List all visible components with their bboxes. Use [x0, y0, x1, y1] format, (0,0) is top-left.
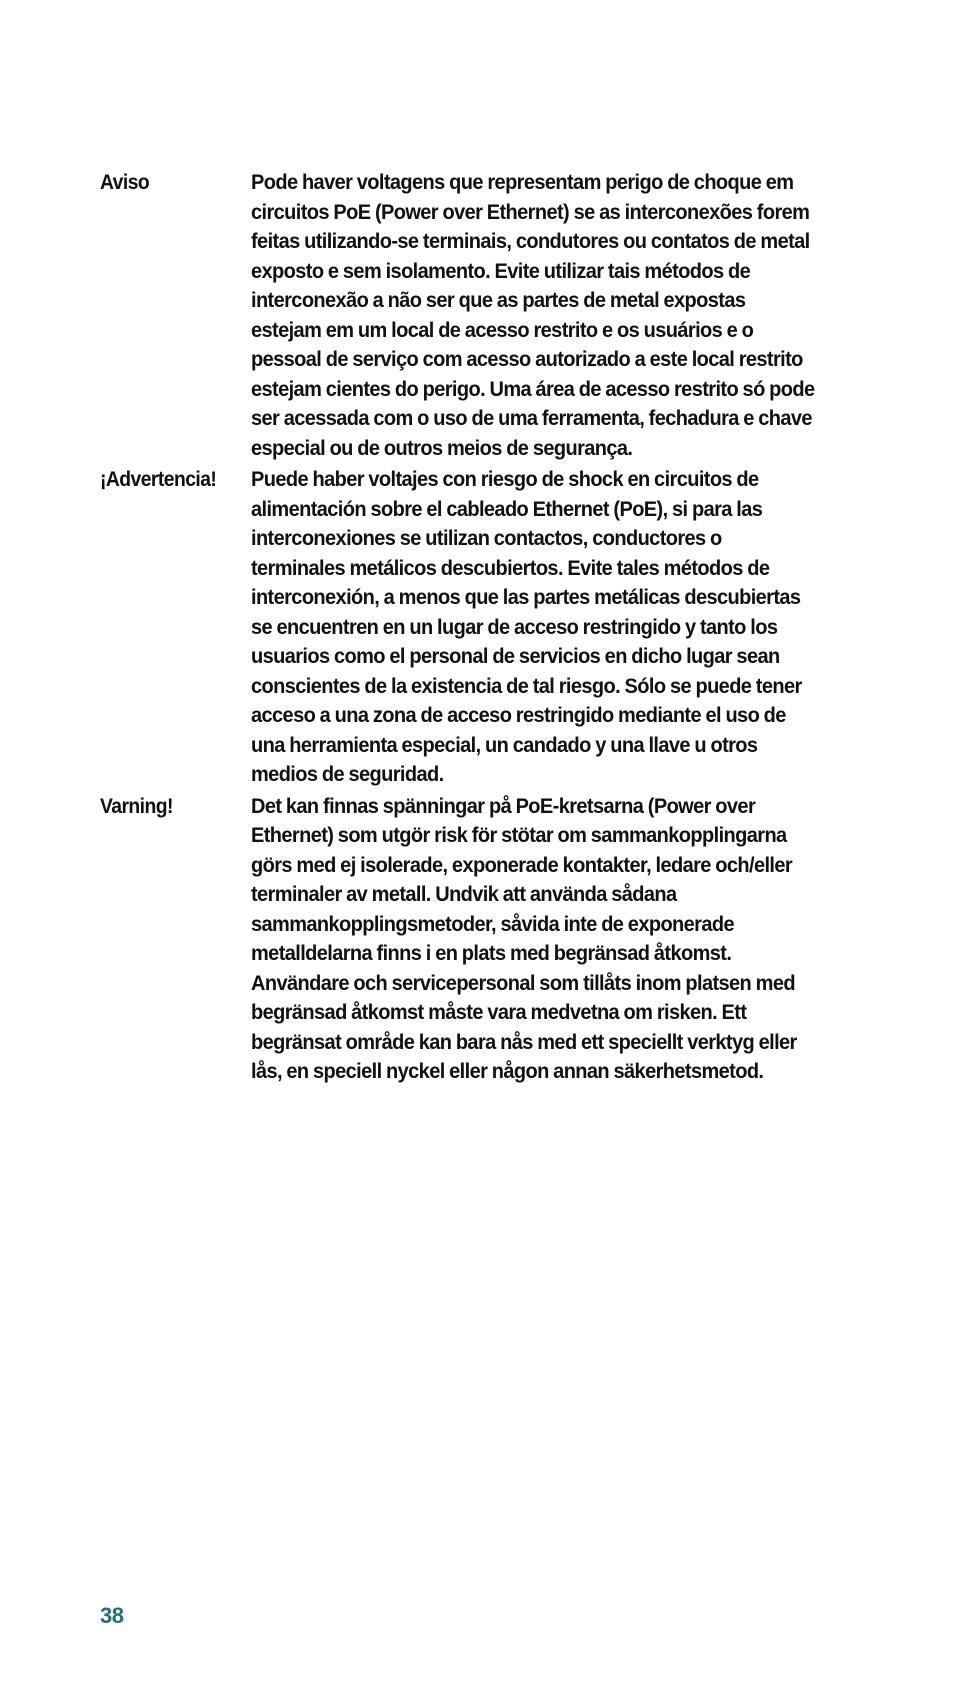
- warning-label: Aviso: [100, 171, 150, 194]
- warning-list: [100, 168, 860, 1089]
- warning-swedish: [100, 792, 860, 1087]
- warning-text: Pode haver voltagens que representam perigo de choque em circuitos PoE (Power over Ethernet) se as interconexões forem feitas utilizando-se terminais, condutores ou contatos de metal exposto e sem isolamento. Evite utilizar tais métodos de interconexão a não ser que as partes de metal expostas estejam em um local de acesso restrito e os usuários e o pessoal de serviço com acesso autorizado a este local restrito estejam cientes do perigo. Uma área de acesso restrito só pode ser acessada com o uso de uma ferramenta, fechadura e chave especial ou de outros meios de segurança.: [251, 170, 815, 460]
- warning-text: Puede haber voltajes con riesgo de shock en circuitos de alimentación sobre el cableado Ethernet (PoE), si para las interconexiones se utilizan contactos, conductores o terminales metálicos descubiertos. Evite tales métodos de interconexión, a menos que las partes metálicas descubiertas se encuentren en un lugar de acceso restringido y tanto los usuarios como el personal de servicios en dicho lugar sean conscientes de la existencia de tal riesgo. Sólo se puede tener acceso a una zona de acceso restringido mediante el uso de una herramienta especial, un candado y una llave u otros medios de seguridad.: [251, 467, 802, 786]
- warning-label: Varning!: [100, 794, 173, 818]
- warning-portuguese: [100, 168, 860, 463]
- warning-label: ¡Advertencia!: [100, 468, 217, 491]
- page-number: 38: [100, 1603, 124, 1628]
- warning-spanish: [100, 465, 860, 790]
- warning-text: Det kan finnas spänningar på PoE-kretsarna (Power over Ethernet) som utgör risk för stötar om sammankopplingarna görs med ej isolerade, exponerade kontakter, ledare och/eller terminaler av metall. Undvik att använda sådana sammankopplingsmetoder, såvida inte de exponerade metalldelarna finns i en plats med begränsad åtkomst. Användare och servicepersonal som tillåts inom platsen med begränsad åtkomst måste vara medvetna om risken. Ett begränsat område kan bara nås med ett speciellt verktyg eller lås, en speciell nyckel eller någon annan säkerhetsmetod.: [251, 793, 797, 1083]
